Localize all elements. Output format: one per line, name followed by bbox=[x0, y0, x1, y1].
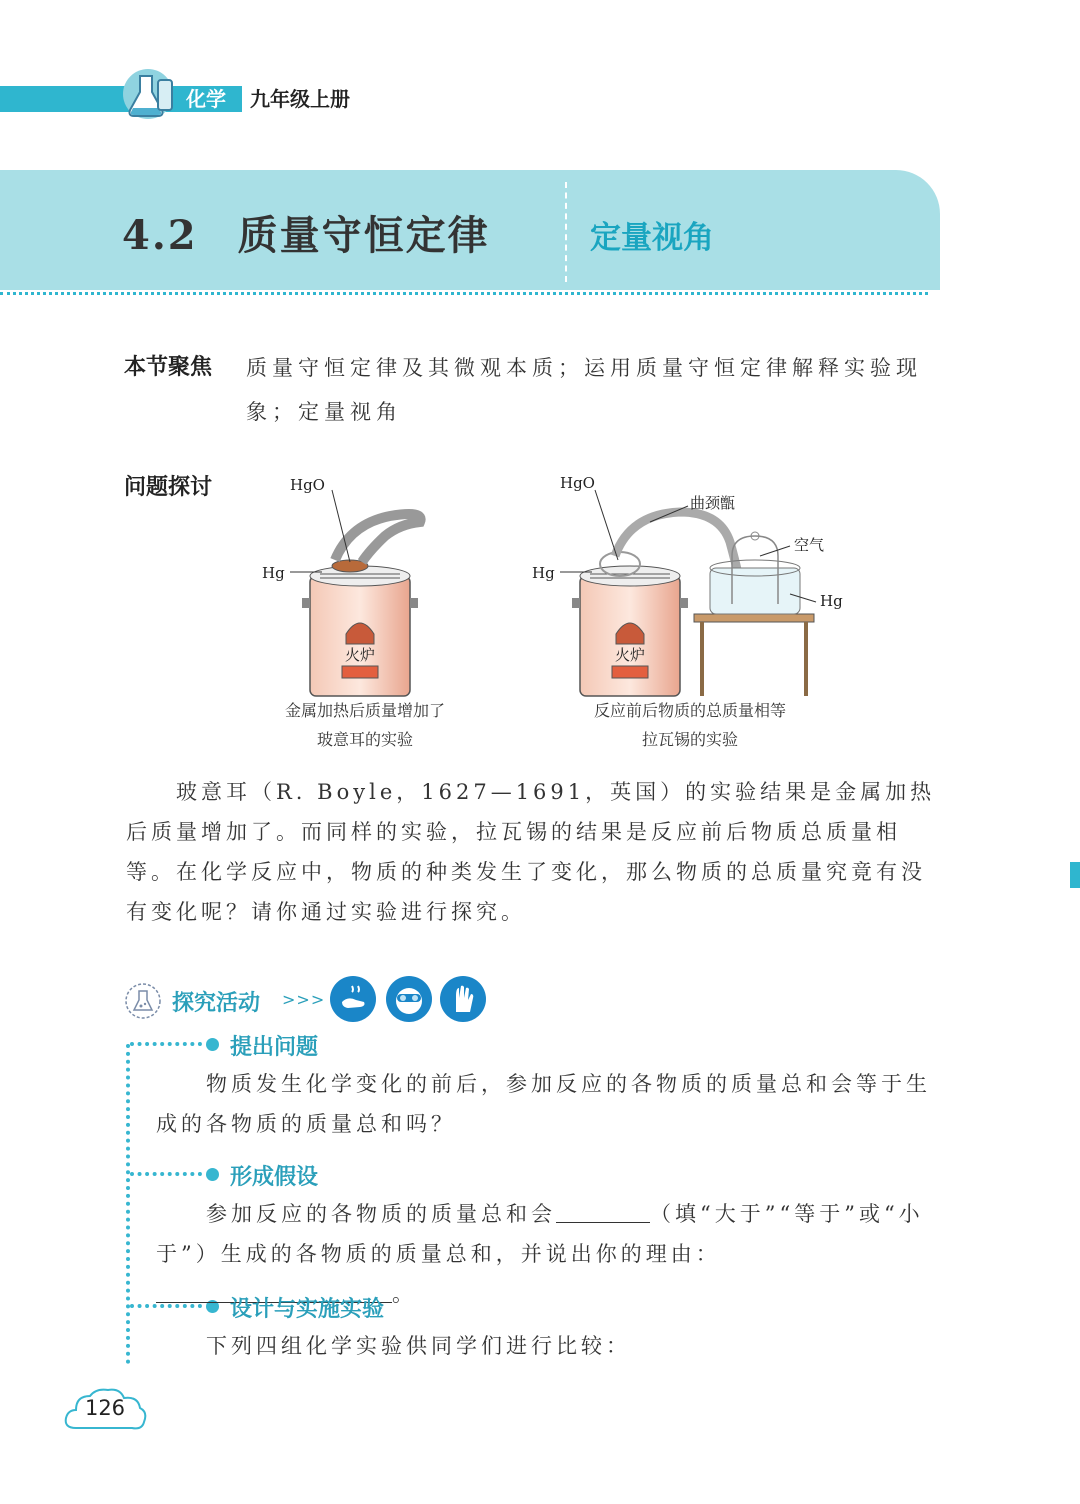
focus-text: 质量守恒定律及其微观本质；运用质量守恒定律解释实验现象；定量视角 bbox=[246, 356, 922, 424]
intro-paragraph: 玻意耳（R. Boyle，1627—1691，英国）的实验结果是金属加热后质量增加了。而同样的实验，拉瓦锡的结果是反应前后物质总质量相等。在化学反应中，物质的种类发生了变化，那么物质的总质量究竟有没有变化呢？请你通过实验进行探究。 bbox=[126, 780, 936, 924]
lavoisier-furnace-label: 火炉 bbox=[614, 646, 646, 664]
step-experiment-text: 下列四组化学实验供同学们进行比较： bbox=[206, 1334, 631, 1358]
activity-arrows: >>> bbox=[282, 990, 326, 1009]
step-experiment-title: 设计与实施实验 bbox=[230, 1297, 385, 1322]
boyle-furnace-label: 火炉 bbox=[344, 646, 376, 664]
step-hypothesis-title: 形成假设 bbox=[230, 1165, 319, 1190]
lavoisier-caption-line1: 反应前后物质的总质量相等 bbox=[593, 701, 786, 720]
page-number: 126 bbox=[84, 1396, 126, 1420]
lavoisier-caption-line2: 拉瓦锡的实验 bbox=[641, 730, 738, 749]
activity-title: 探究活动 bbox=[172, 991, 261, 1016]
boyle-caption bbox=[260, 696, 470, 754]
hand-wash-icon bbox=[330, 976, 376, 1022]
lavoisier-apparatus bbox=[560, 490, 816, 696]
header-subject: 化学 bbox=[186, 87, 226, 111]
hypothesis-text-b: （填“大于”“等于”或“小于”）生成的各物质的质量总和，并说出你的理由： bbox=[156, 1202, 924, 1266]
step-connector bbox=[130, 1042, 202, 1046]
banner-dotted-line bbox=[0, 292, 928, 295]
step-ask-title: 提出问题 bbox=[230, 1035, 319, 1060]
step-bullet bbox=[206, 1168, 219, 1181]
lavoisier-caption bbox=[560, 696, 820, 754]
retort-label: 曲颈甑 bbox=[690, 494, 736, 512]
hypothesis-text-c: 。 bbox=[392, 1282, 417, 1306]
section-subtitle: 定量视角 bbox=[590, 220, 714, 256]
focus-label: 本节聚焦 bbox=[124, 355, 213, 380]
step-ask-text: 物质发生化学变化的前后，参加反应的各物质的质量总和会等于生成的各物质的质量总和吗？ bbox=[156, 1072, 931, 1136]
edge-tab bbox=[1070, 862, 1080, 888]
boyle-hg-label: Hg bbox=[262, 564, 285, 582]
question-label: 问题探讨 bbox=[124, 475, 213, 500]
lavoisier-hg-label: Hg bbox=[532, 564, 555, 582]
banner-divider bbox=[565, 182, 567, 282]
beaker-icon bbox=[124, 982, 162, 1020]
gloves-icon bbox=[440, 976, 486, 1022]
lavoisier-hgo-label: HgO bbox=[560, 474, 595, 492]
hypothesis-text-a: 参加反应的各物质的质量总和会 bbox=[206, 1202, 556, 1226]
step-connector bbox=[130, 1172, 202, 1176]
step-bullet bbox=[206, 1038, 219, 1051]
boyle-furnace bbox=[290, 490, 421, 696]
air-label: 空气 bbox=[794, 536, 825, 554]
hypothesis-blank-1[interactable] bbox=[556, 1200, 650, 1223]
boyle-caption-line2: 玻意耳的实验 bbox=[316, 730, 413, 749]
flask-logo-icon bbox=[118, 66, 182, 122]
boyle-caption-line1: 金属加热后质量增加了 bbox=[284, 701, 445, 720]
trough-hg-label: Hg bbox=[820, 592, 843, 610]
section-title bbox=[122, 204, 490, 261]
section-title-text: 质量守恒定律 bbox=[237, 212, 490, 259]
activity-dotted-guide bbox=[126, 1044, 130, 1364]
header-grade: 九年级上册 bbox=[250, 87, 350, 111]
section-number: 4.2 bbox=[122, 212, 198, 259]
goggles-icon bbox=[386, 976, 432, 1022]
boyle-hgo-label: HgO bbox=[290, 476, 325, 494]
